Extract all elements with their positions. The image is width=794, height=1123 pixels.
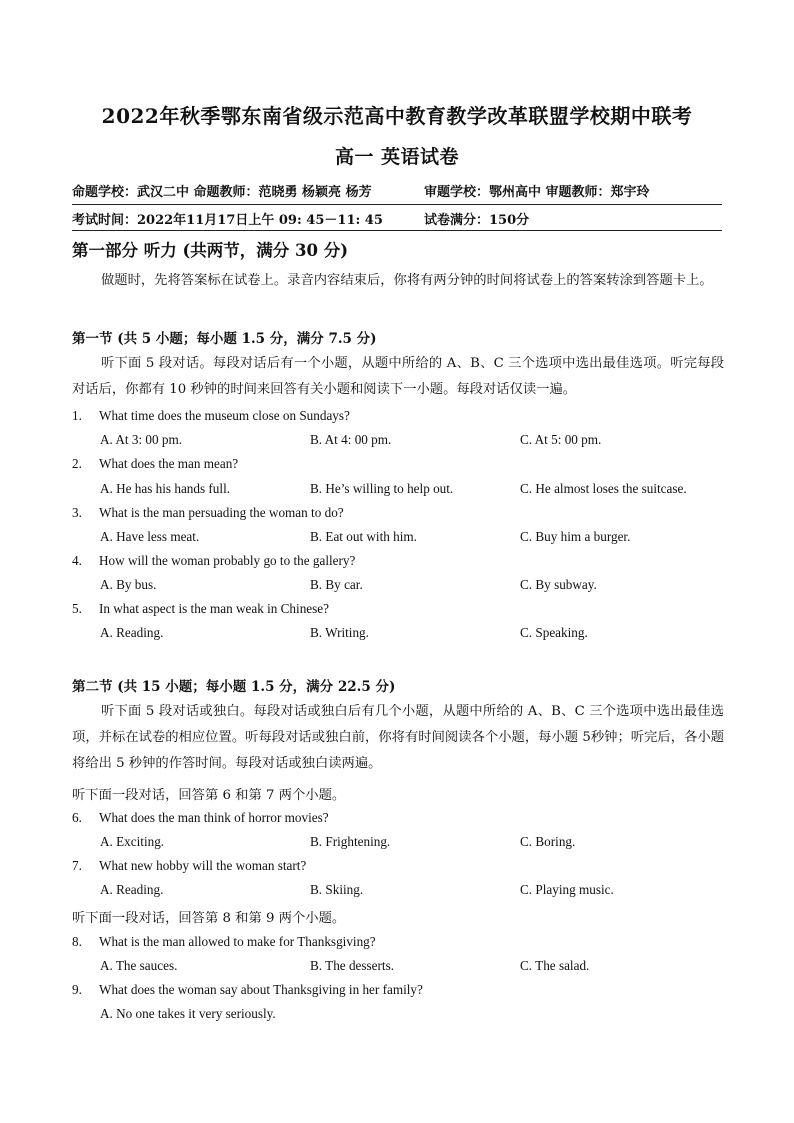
- question-2-options: [72, 481, 722, 501]
- setting-school-info: 命题学校：武汉二中 命题教师：范晓勇 杨颖亮 杨芳: [72, 185, 372, 200]
- option-c: C. Playing music.: [520, 882, 614, 897]
- question-text: What does the man think of horror movies?: [99, 810, 329, 825]
- question-5-options: [72, 625, 722, 645]
- review-school-info: 审题学校：鄂州高中 审题教师：郑宇玲: [424, 185, 650, 200]
- option-c: C. Speaking.: [520, 625, 588, 640]
- question-text: How will the woman probably go to the gallery?: [99, 553, 356, 568]
- option-a: A. He has his hands full.: [100, 481, 231, 496]
- option-a: A. Reading.: [100, 882, 164, 897]
- dialogue-prompt-8-9: 听下面一段对话，回答第 8 和第 9 两个小题。: [72, 911, 346, 926]
- header-divider-2: [72, 230, 722, 231]
- section1-instructions: 听下面 5 段对话。每段对话后有一个小题，从题中所给的 A、B、C 三个选项中选出最佳选项。听完每段对话后，你都有 10 秒钟的时间来回答有关小题和阅读下一小题。每段对话仅读一遍。: [72, 356, 724, 397]
- question-number: 2.: [72, 456, 82, 471]
- question-text: What time does the museum close on Sundays?: [99, 408, 350, 423]
- question-8: [72, 934, 722, 954]
- question-text: What new hobby will the woman start?: [99, 858, 307, 873]
- option-b: B. Writing.: [310, 625, 369, 640]
- question-6: [72, 810, 722, 830]
- option-b: B. At 4: 00 pm.: [310, 432, 392, 447]
- question-number: 4.: [72, 553, 82, 568]
- option-c: C. By subway.: [520, 577, 597, 592]
- question-7: [72, 858, 722, 878]
- question-1: [72, 408, 722, 428]
- question-5: [72, 601, 722, 621]
- question-text: What does the man mean?: [99, 456, 239, 471]
- question-4-options: [72, 577, 722, 597]
- question-9-options: [72, 1006, 722, 1026]
- option-a: A. No one takes it very seriously.: [100, 1006, 276, 1021]
- part1-intro: 做题时，先将答案标在试卷上。录音内容结束后，你将有两分钟的时间将试卷上的答案转涂到答题卡上。: [101, 273, 713, 288]
- question-number: 5.: [72, 601, 82, 616]
- option-a: A. Have less meat.: [100, 529, 200, 544]
- question-8-options: [72, 958, 722, 978]
- header-divider: [72, 204, 722, 205]
- question-number: 7.: [72, 858, 82, 873]
- option-b: B. He’s willing to help out.: [310, 481, 454, 496]
- question-text: What does the woman say about Thanksgiving in her family?: [99, 982, 423, 997]
- full-score: 试卷满分：150分: [424, 213, 530, 228]
- dialogue-prompt-6-7: 听下面一段对话，回答第 6 和第 7 两个小题。: [72, 788, 346, 803]
- option-a: A. The sauces.: [100, 958, 178, 973]
- question-number: 9.: [72, 982, 82, 997]
- option-c: C. He almost loses the suitcase.: [520, 481, 687, 496]
- question-3: [72, 505, 722, 525]
- section2-heading: 第二节 (共 15 小题；每小题 1.5 分，满分 22.5 分): [72, 679, 396, 695]
- question-number: 3.: [72, 505, 82, 520]
- question-number: 6.: [72, 810, 82, 825]
- question-text: In what aspect is the man weak in Chinese?: [99, 601, 329, 616]
- option-c: C. Buy him a burger.: [520, 529, 631, 544]
- option-c: C. Boring.: [520, 834, 576, 849]
- question-7-options: [72, 882, 722, 902]
- question-3-options: [72, 529, 722, 549]
- option-a: A. By bus.: [100, 577, 157, 592]
- section2-instructions: 听下面 5 段对话或独白。每段对话或独白后有几个小题，从题中所给的 A、B、C 三个选项中选出最佳选项，并标在试卷的相应位置。听每段对话或独白前，你将有时间阅读各个小题，每小题 5秒钟；听完后，各小题将给出 5 秒钟的作答时间。每段对话或独白读两遍。: [72, 704, 724, 771]
- question-number: 1.: [72, 408, 82, 423]
- part1-heading: 第一部分 听力 (共两节，满分 30 分): [72, 241, 349, 260]
- option-a: A. Reading.: [100, 625, 164, 640]
- question-number: 8.: [72, 934, 82, 949]
- option-b: B. Frightening.: [310, 834, 391, 849]
- section1-heading: 第一节 (共 5 小题；每小题 1.5 分，满分 7.5 分): [72, 331, 377, 347]
- exam-subtitle: 高一 英语试卷: [334, 146, 460, 168]
- option-a: A. Exciting.: [100, 834, 165, 849]
- exam-title: 2022年秋季鄂东南省级示范高中教育教学改革联盟学校期中联考: [101, 104, 693, 128]
- exam-time: 考试时间：2022年11月17日上午 09: 45－11: 45: [72, 213, 383, 228]
- option-c: C. The salad.: [520, 958, 590, 973]
- question-2: [72, 456, 722, 476]
- question-text: What is the man allowed to make for Thanksgiving?: [99, 934, 376, 949]
- question-1-options: [72, 432, 722, 452]
- question-6-options: [72, 834, 722, 854]
- option-a: A. At 3: 00 pm.: [100, 432, 183, 447]
- option-b: B. Skiing.: [310, 882, 364, 897]
- question-4: [72, 553, 722, 573]
- question-9: [72, 982, 722, 1002]
- option-c: C. At 5: 00 pm.: [520, 432, 602, 447]
- option-b: B. Eat out with him.: [310, 529, 417, 544]
- option-b: B. The desserts.: [310, 958, 394, 973]
- option-b: B. By car.: [310, 577, 363, 592]
- question-text: What is the man persuading the woman to do?: [99, 505, 344, 520]
